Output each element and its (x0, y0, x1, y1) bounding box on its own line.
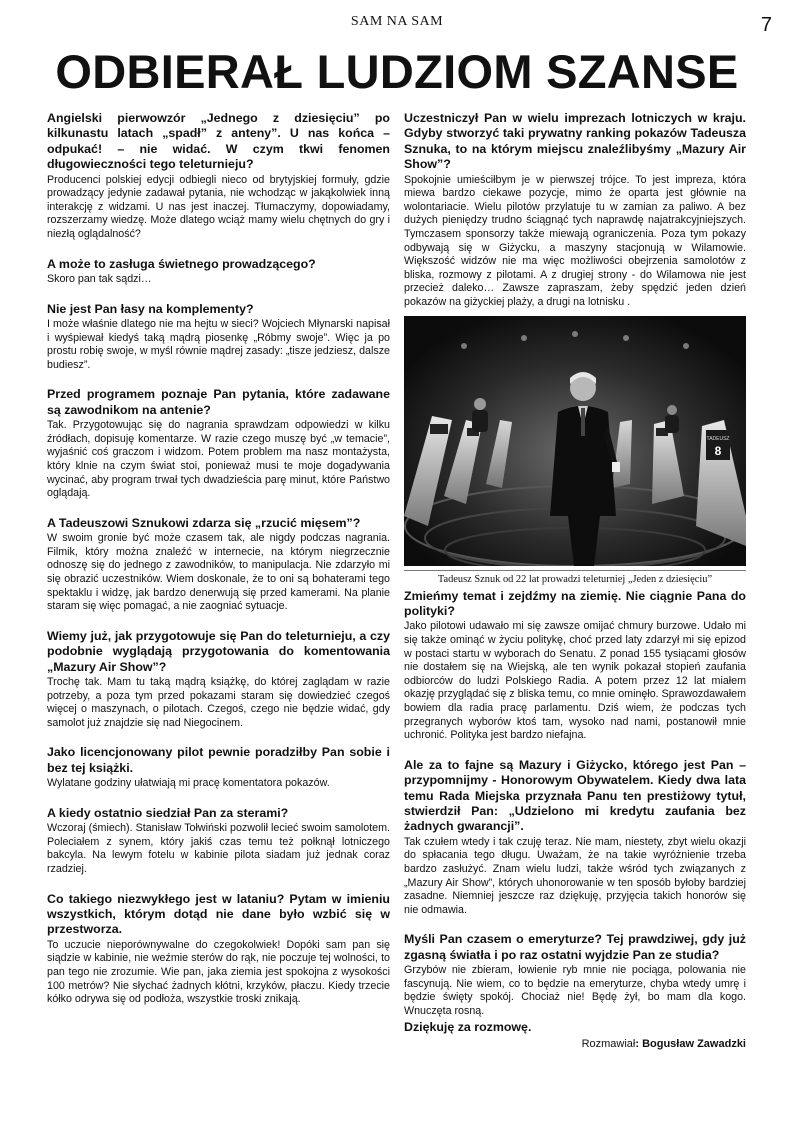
closing-thanks: Dziękuję za rozmowę. (404, 1019, 532, 1034)
qa-block (404, 111, 746, 310)
qa-block (47, 629, 390, 731)
section-label: SAM NA SAM (350, 14, 444, 29)
answer: Trochę tak. Mam tu taką mądrą książkę, do której zaglądam w razie potrzeby, a poza tym przed pokazami staram się dowiedzieć czegoś więcej o maszynach, o pilotach. Czegoś, czego nie będzie widać, gdy samolot już znajdzie się nad Niegocinem. (47, 675, 390, 729)
answer: Tak czułem wtedy i tak czuję teraz. Nie mam, niestety, zbyt wielu okazji do spłacania tego długu. Uważam, że na takie wyróżnienie trzeba bardzo zasłużyć. Znam wielu ludzi, także wśród tych związanych z „Mazury Air Show”, których uhonorowanie w ten sposób byłoby bardziej zasadne. Niemniej jeszcze raz dziękuję, przyjęcia takich honorów się nie odmawia. (404, 835, 746, 916)
question: A może to zasługa świetnego prowadzącego? (47, 256, 316, 271)
answer: Skoro pan tak sądzi… (47, 273, 152, 285)
podium-number: 8 (714, 443, 722, 458)
byline (404, 1038, 746, 1050)
qa-block (404, 589, 746, 743)
answer: Wczoraj (śmiech). Stanisław Tołwiński pozwolił lecieć swoim samolotem. Poleciałem z synem, który jakiś czas temu też połknął lotniczego bakcyla. Na lewym fotelu w kabinie pilota siadam już jednak coraz rzadziej. (47, 822, 390, 875)
qa-block (47, 745, 390, 790)
left-column (47, 111, 390, 1022)
question: Uczestniczył Pan w wielu imprezach lotniczych w kraju. Gdyby stworzyć taki prywatny ranking pokazów Tadeusza Sznuka, to na którym miejscu znaleźlibyśmy „Mazury Air Show”? (404, 111, 746, 172)
studio-photo (404, 316, 746, 566)
podium-label: TADEUSZ (706, 435, 730, 442)
qa-block (47, 387, 390, 500)
answer: I może właśnie dlatego nie ma hejtu w sieci? Wojciech Młynarski napisał i wyśpiewał kiedyś taką mądrą piosenkę „Róbmy swoje”. Więc ja po prostu robię swoje, w myśl równie mądrej zasady: „tisze jedziesz, dalsze budiesz”. (47, 318, 390, 371)
qa-block (47, 516, 390, 614)
qa-block (404, 758, 746, 918)
headline: ODBIERAŁ LUDZIOM SZANSE (55, 45, 739, 98)
byline-prefix: Rozmawiał (581, 1037, 636, 1050)
question: A kiedy ostatnio siedział Pan za sterami? (47, 805, 289, 820)
question: Przed programem poznaje Pan pytania, które zadawane są zawodnikom na antenie? (47, 387, 390, 417)
question: Myśli Pan czasem o emeryturze? Tej prawdziwej, gdy już zgasną światła i po raz ostatni wyjdzie Pan ze studia? (404, 932, 746, 962)
question: Co takiego niezwykłego jest w lataniu? Pytam w imieniu wszystkich, którym dotąd nie dane było wzbić się w przestworza. (47, 891, 390, 937)
answer: Producenci polskiej edycji odbiegli nieco od brytyjskiej formuły, gdzie prowadzący jedynie zadawał pytania, nie wchodząc w jakąkolwiek inną interakcję z widzami. U nas jest inaczej. Tłumaczymy, dopowiadamy, rozszerzamy wiedzę. Może dlatego wciąż mamy wielu chętnych do gry i niezłą oglądalność? (47, 173, 390, 240)
right-column (404, 111, 746, 1050)
question: Wiemy już, jak przygotowuje się Pan do teleturnieju, a czy podobnie wyglądają przygotowania do komentowania „Mazury Air Show”? (47, 628, 390, 674)
question: Angielski pierwowzór „Jednego z dziesięciu” po kilkunastu latach „spadł” z anteny”. U nas końca – odpukać! – nie widać. W czym tkwi fenomen długowieczności tego teleturnieju? (47, 111, 390, 172)
question: Zmieńmy temat i zejdźmy na ziemię. Nie ciągnie Pana do polityki? (404, 588, 746, 618)
qa-block (47, 892, 390, 1007)
answer: Grzybów nie zbieram, łowienie ryb mnie nie pociąga, polowania nie fascynują. Nie wiem, co to będzie na emeryturze, chyba wtedy umrę i będzie święty spokój. Chociaż nie! Będę żył, bo mam dla kogo. Wnuczęta rosną. (404, 964, 746, 1017)
question: Jako licencjonowany pilot pewnie poradziłby Pan sobie i bez tej książki. (47, 745, 390, 775)
answer: To uczucie nieporównywalne do czegokolwiek! Dopóki sam pan się siądzie w kabinie, nie weźmie sterów do rąk, nie poczuje tej wolności, to pan tego nie zrozumie. Wie pan, jaka ziemia jest spokojna z wysokości 100 metrów? Nie słychać żadnych kłótni, krzyków, płaczu. Kiedy trzecie kółko odrywa się od podłoża, wszystkie troski znikają. (47, 938, 390, 1006)
answer: Wylatane godziny ułatwiają mi pracę komentatora pokazów. (47, 777, 330, 790)
qa-block (47, 302, 390, 373)
photo-caption: Tadeusz Sznuk od 22 lat prowadzi teleturniej „Jeden z dziesięciu” (404, 570, 746, 585)
question: Nie jest Pan łasy na komplementy? (47, 301, 254, 316)
studio-photo-illustration (404, 316, 746, 566)
answer: Tak. Przygotowując się do nagrania sprawdzam odpowiedzi w kilku źródłach, dopisuję komentarze. W razie czego muszę być „w temacie”, wyjaśnić coś graczom i widzom. Potem problem ma nasz montażysta, który klnie na czym świat stoi, ponieważ musi te moje dogadywania wycinać, aby program trwał tych dwadzieścia parę minut, które Państwo oglądają. (47, 419, 390, 500)
answer: Jako pilotowi udawało mi się zawsze omijać chmury burzowe. Udało mi się także ominąć w życiu politykę, choć przed laty zdarzył mi się epizod w postaci startu w wyborach do Senatu. Z ponad 155 tysiącami głosów nie dostałem się na Wiejską, ale ten wynik pokazał stopień zaufania odbiorców do ludzi Polskiego Radia. A potem przez 12 lat miałem okazję przyglądać się z bliska temu, co mnie ominęło. Sprawozdawałem bowiem dla radia pracę parlamentu. Dziś wiem, że podczas tych przegranych wyborów ktoś tam, wysoko nad nami, postanowił mnie uchronić. Polityka jest bardzo niefajna. (404, 620, 746, 742)
byline-author: : Bogusław Zawadzki (635, 1037, 746, 1050)
qa-block (47, 806, 390, 877)
qa-block (47, 257, 390, 287)
answer: W swoim gronie być może czasem tak, ale nigdy podczas nagrania. Filmik, który można znaleźć w internecie, na którym niegrzecznie odnoszę się do jednego z zawodników, to manipulacja. Nie zdarzyło mi się obrazić uczestników. Wiem doskonale, że to oni są bohaterami tego spektaklu i widzę, jak bardzo denerwują się przed kamerami. Na planie staram się więc pomagać, a nie zaogniać sytuacje. (47, 532, 390, 613)
page-number: 7 (760, 14, 772, 36)
qa-block (47, 111, 390, 242)
question: A Tadeuszowi Sznukowi zdarza się „rzucić mięsem”? (47, 515, 361, 530)
qa-block (404, 932, 746, 1018)
answer: Spokojnie umieściłbym je w pierwszej trójce. To jest impreza, która miewa bardzo ciekawe pozycje, mimo że oparta jest głównie na wolontariacie. Wielu pilotów przylatuje tu w zamian za paliwo. A bez dużych pieniędzy trudno ściągnąć tych naprawdę najatrakcyjniejszych. Tymczasem sponsorzy także miewają ograniczenia. Poza tym pokazy odbywają się w Giżycku, a maszyny stacjonują w Wilamowie. Większość widzów nie ma więc możliwości obejrzenia samolotów z bliska, rozmowy z pilotami. A z drugiej strony - do Wilamowa nie jest przecież daleko… Zawsze zapraszam, żeby spędzić jeden dzień pokazów na giżyckiej plaży, a drugi na lotnisku . (404, 173, 746, 308)
question: Ale za to fajne są Mazury i Giżycko, którego jest Pan – przypomnijmy - Honorowym Obywatelem. Kiedy dwa lata temu Rada Miejska przyznała Panu ten prestiżowy tytuł, stwierdził Pan: „Udzielono mi kredytu zaufania bez żadnych gwarancji”. (404, 757, 746, 834)
